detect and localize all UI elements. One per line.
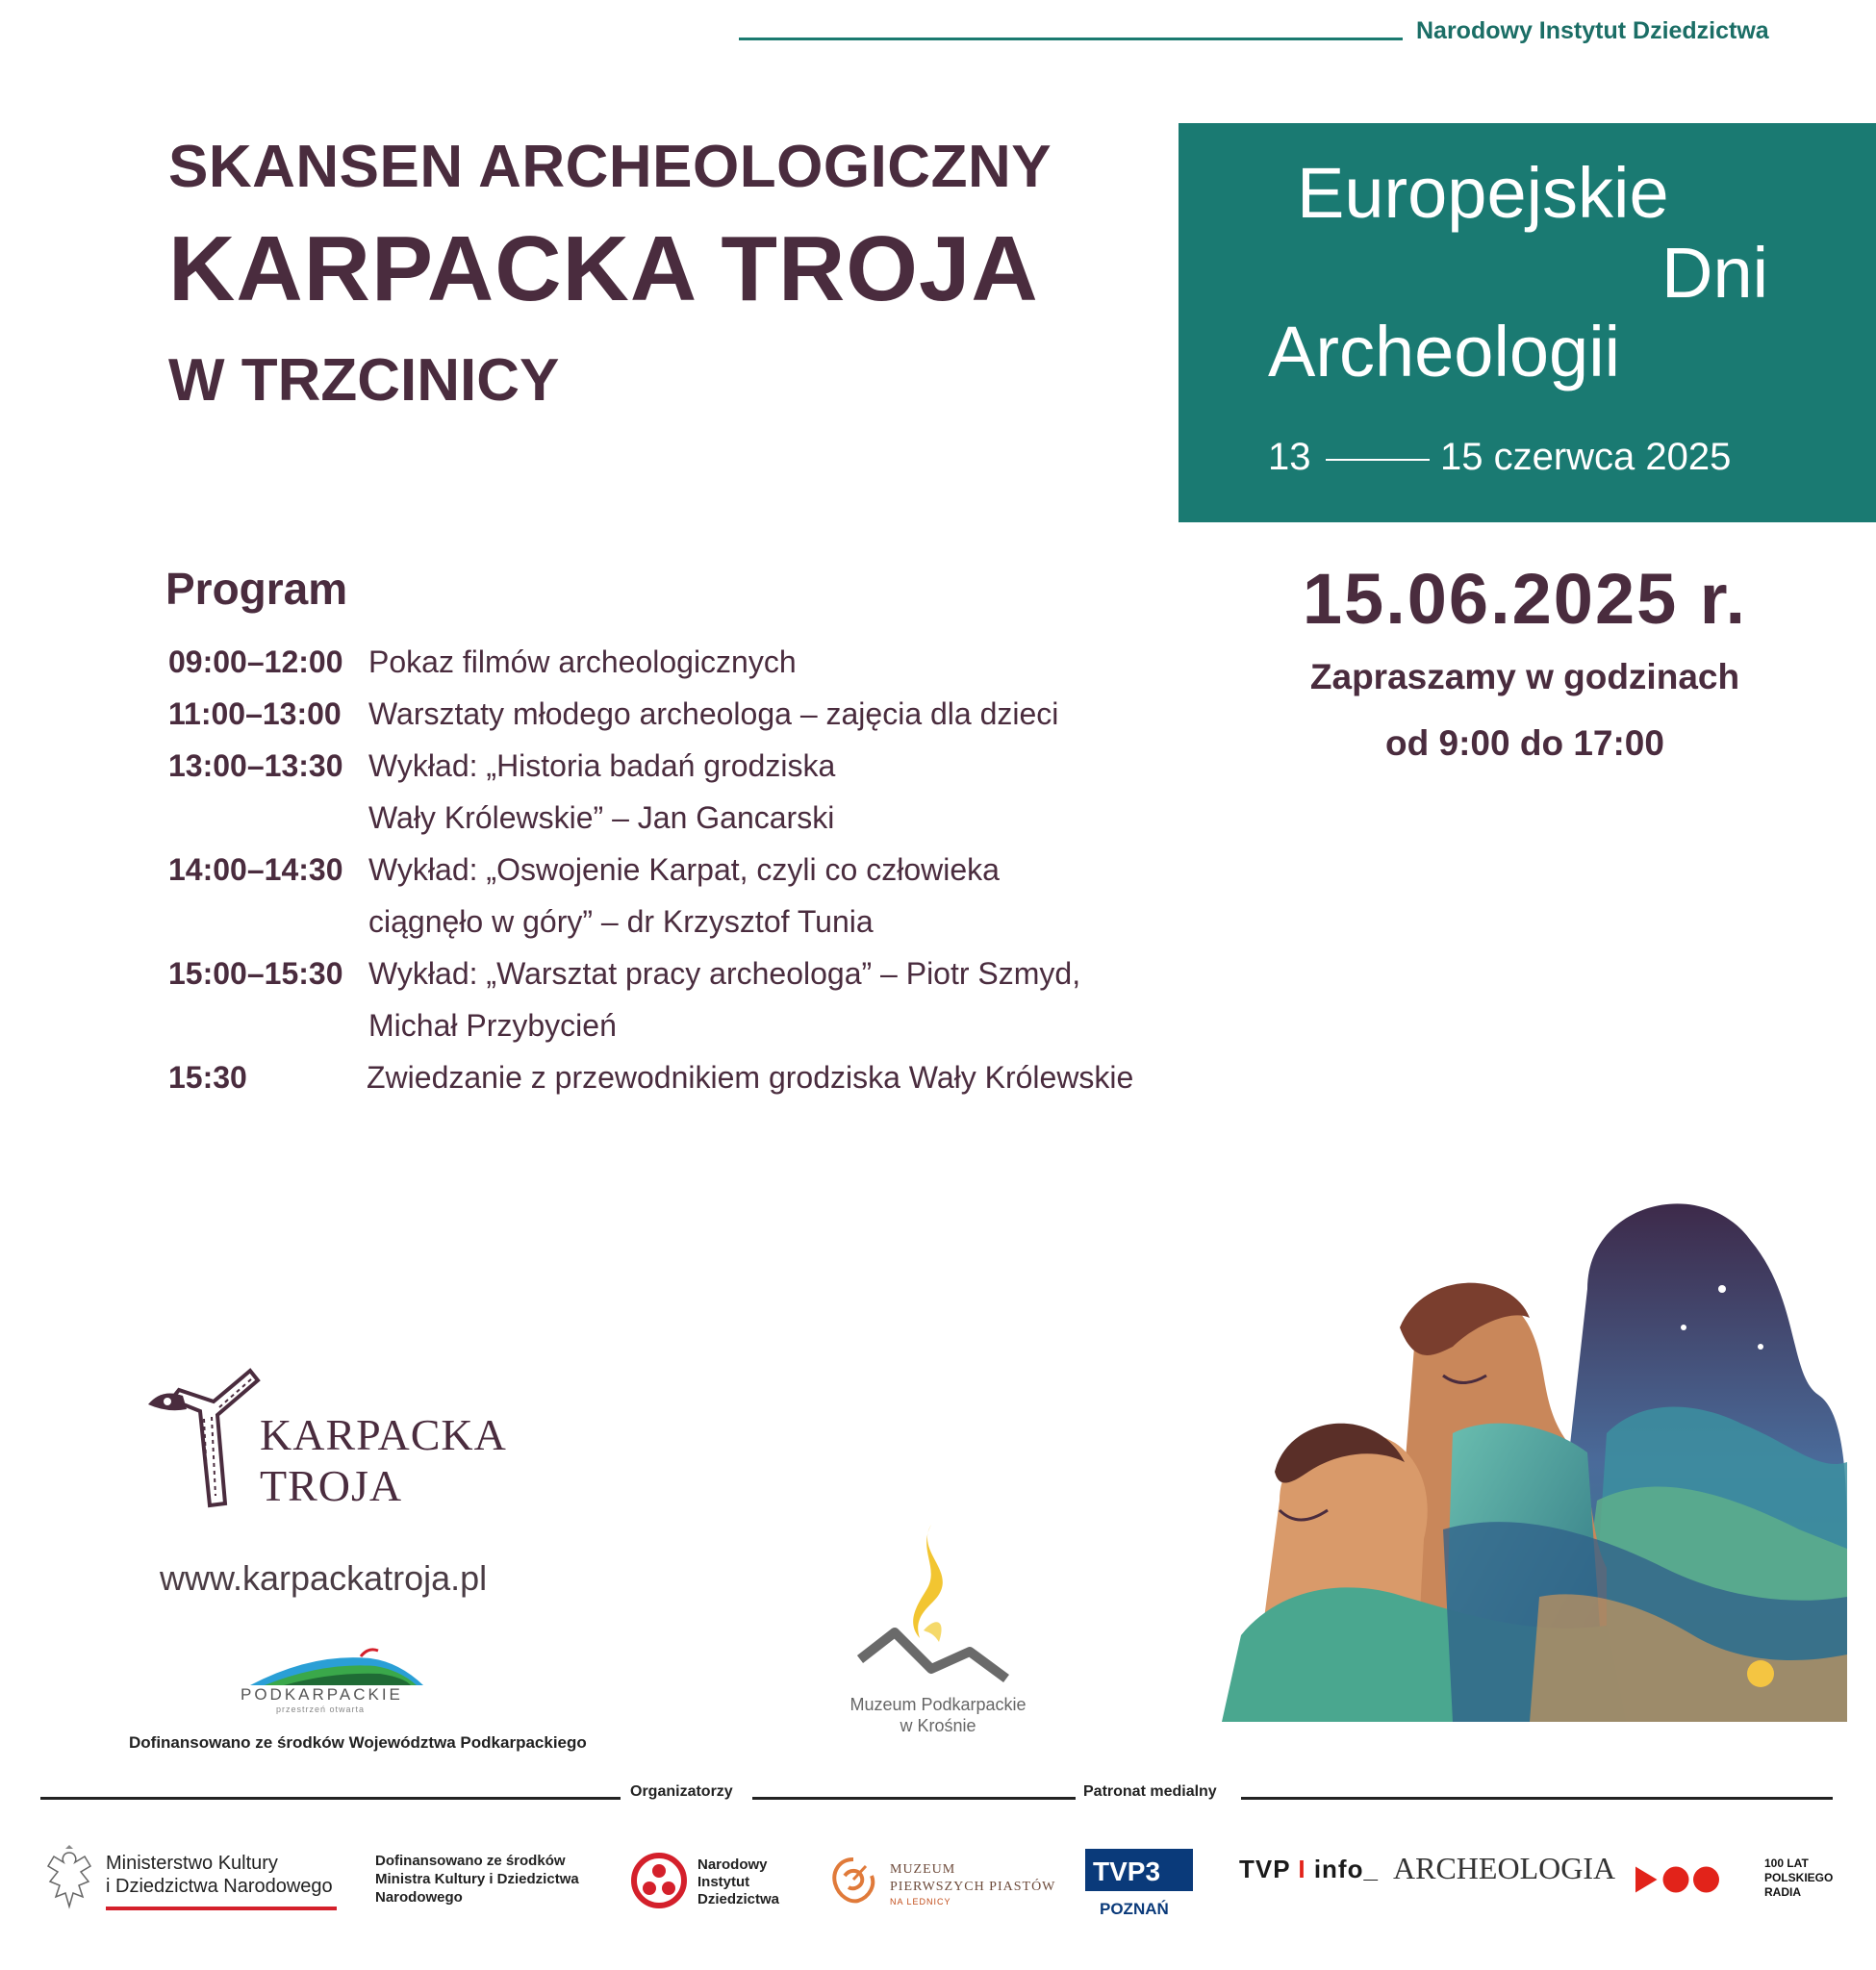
podkarpackie-funding: Dofinansowano ze środków Województwa Podkarpackiego <box>129 1733 587 1752</box>
muzeum-podkarpackie-name-2: w Krośnie <box>900 1716 976 1735</box>
ministry-red-bar <box>106 1907 337 1910</box>
website-link[interactable]: www.karpackatroja.pl <box>160 1558 488 1598</box>
nid-name-2: Instytut <box>697 1874 750 1890</box>
polskie-radio-text-1: 100 LAT <box>1764 1856 1809 1870</box>
program-desc: Zwiedzanie z przewodnikiem grodziska Wały Królewskie <box>367 1060 1134 1095</box>
program-desc: Wykład: „Warsztat pracy archeologa” – Piotr Szmyd, <box>368 956 1081 991</box>
tvp-info-part-a: TVP <box>1239 1855 1291 1883</box>
tvp-info-part-b: info_ <box>1313 1855 1379 1883</box>
footer-divider-right <box>1241 1797 1833 1800</box>
organizers-label: Organizatorzy <box>630 1783 733 1800</box>
ministry-funding-1: Dofinansowano ze środków <box>375 1853 566 1869</box>
nid-name-1: Narodowy <box>697 1856 768 1873</box>
ministry-name-2: i Dziedzictwa Narodowego <box>106 1876 333 1897</box>
archeologia-logo: ARCHEOLOGIA <box>1393 1851 1616 1885</box>
event-title-1: Europejskie <box>1297 153 1669 233</box>
nid-name-3: Dziedzictwa <box>697 1891 780 1907</box>
program-time: 15:00–15:30 <box>168 956 343 991</box>
mpp-logo-icon <box>827 1855 880 1907</box>
tvp3-logo-text: TVP3 <box>1093 1856 1161 1886</box>
program-time: 11:00–13:00 <box>168 696 342 731</box>
program-desc: Pokaz filmów archeologicznych <box>368 644 797 679</box>
nid-logo-icon <box>630 1852 688 1909</box>
people-landscape-illustration <box>1222 1183 1862 1727</box>
invite-line-2: od 9:00 do 17:00 <box>1385 723 1664 763</box>
program-desc: Wykład: „Oswojenie Karpat, czyli co człowieka <box>368 852 1000 887</box>
event-date-dash <box>1326 459 1430 461</box>
program-desc: Wykład: „Historia badań grodziska <box>368 748 836 783</box>
program-time: 09:00–12:00 <box>168 644 343 679</box>
mpp-name-2: PIERWSZYCH PIASTÓW <box>890 1880 1056 1894</box>
event-title-3: Archeologii <box>1268 312 1621 391</box>
top-divider-line <box>739 38 1403 40</box>
program-desc: ciągnęło w góry” – dr Krzysztof Tunia <box>368 904 874 939</box>
program-desc: Wały Królewskie” – Jan Gancarski <box>368 800 835 835</box>
footer-divider-middle <box>752 1797 1076 1800</box>
mpp-name-3: NA LEDNICY <box>890 1897 951 1907</box>
podkarpackie-name: PODKARPACKIE <box>241 1685 403 1704</box>
title-line-3: W TRZCINICY <box>168 347 560 414</box>
program-time: 14:00–14:30 <box>168 852 343 887</box>
karpacka-troja-name-1: KARPACKA <box>260 1410 507 1459</box>
karpacka-troja-name-2: TROJA <box>260 1461 403 1510</box>
tvp3-logo-icon <box>1085 1849 1193 1891</box>
title-line-2: KARPACKA TROJA <box>168 217 1039 320</box>
tvp-info-separator: I <box>1298 1855 1306 1883</box>
tvp3-city: POZNAŃ <box>1100 1900 1169 1918</box>
polskie-radio-text-3: RADIA <box>1764 1885 1801 1899</box>
event-title-2: Dni <box>1661 233 1769 313</box>
mpp-name-1: MUZEUM <box>890 1862 956 1877</box>
patronage-label: Patronat medialny <box>1083 1783 1217 1800</box>
muzeum-podkarpackie-logo-icon <box>856 1525 1010 1693</box>
polish-eagle-emblem-icon <box>40 1845 98 1914</box>
ministry-funding-3: Narodowego <box>375 1889 463 1906</box>
program-time: 15:30 <box>168 1060 247 1095</box>
karpacka-troja-logo-icon <box>144 1361 279 1520</box>
event-date: 15.06.2025 r. <box>1302 559 1748 639</box>
program-desc: Michał Przybycień <box>368 1008 617 1043</box>
footer-divider-left <box>40 1797 621 1800</box>
polskie-radio-logo-icon <box>1635 1858 1722 1901</box>
podkarpackie-slogan: przestrzeń otwarta <box>276 1705 366 1714</box>
polskie-radio-text-2: POLSKIEGO <box>1764 1871 1834 1884</box>
program-time: 13:00–13:30 <box>168 748 343 783</box>
program-heading: Program <box>165 564 348 614</box>
event-date-start: 13 <box>1268 436 1311 478</box>
ministry-name-1: Ministerstwo Kultury <box>106 1853 278 1874</box>
invite-line-1: Zapraszamy w godzinach <box>1309 657 1740 696</box>
event-box <box>1179 123 1876 522</box>
program-desc: Warsztaty młodego archeologa – zajęcia dla dzieci <box>368 696 1059 731</box>
ministry-funding-2: Ministra Kultury i Dziedzictwa <box>375 1871 579 1887</box>
institute-header: Narodowy Instytut Dziedzictwa <box>1416 17 1769 44</box>
muzeum-podkarpackie-name-1: Muzeum Podkarpackie <box>849 1695 1027 1714</box>
event-date-end: 15 czerwca 2025 <box>1440 436 1732 478</box>
tvp-info-logo <box>1239 1855 1379 1884</box>
title-line-1: SKANSEN ARCHEOLOGICZNY <box>168 134 1052 200</box>
